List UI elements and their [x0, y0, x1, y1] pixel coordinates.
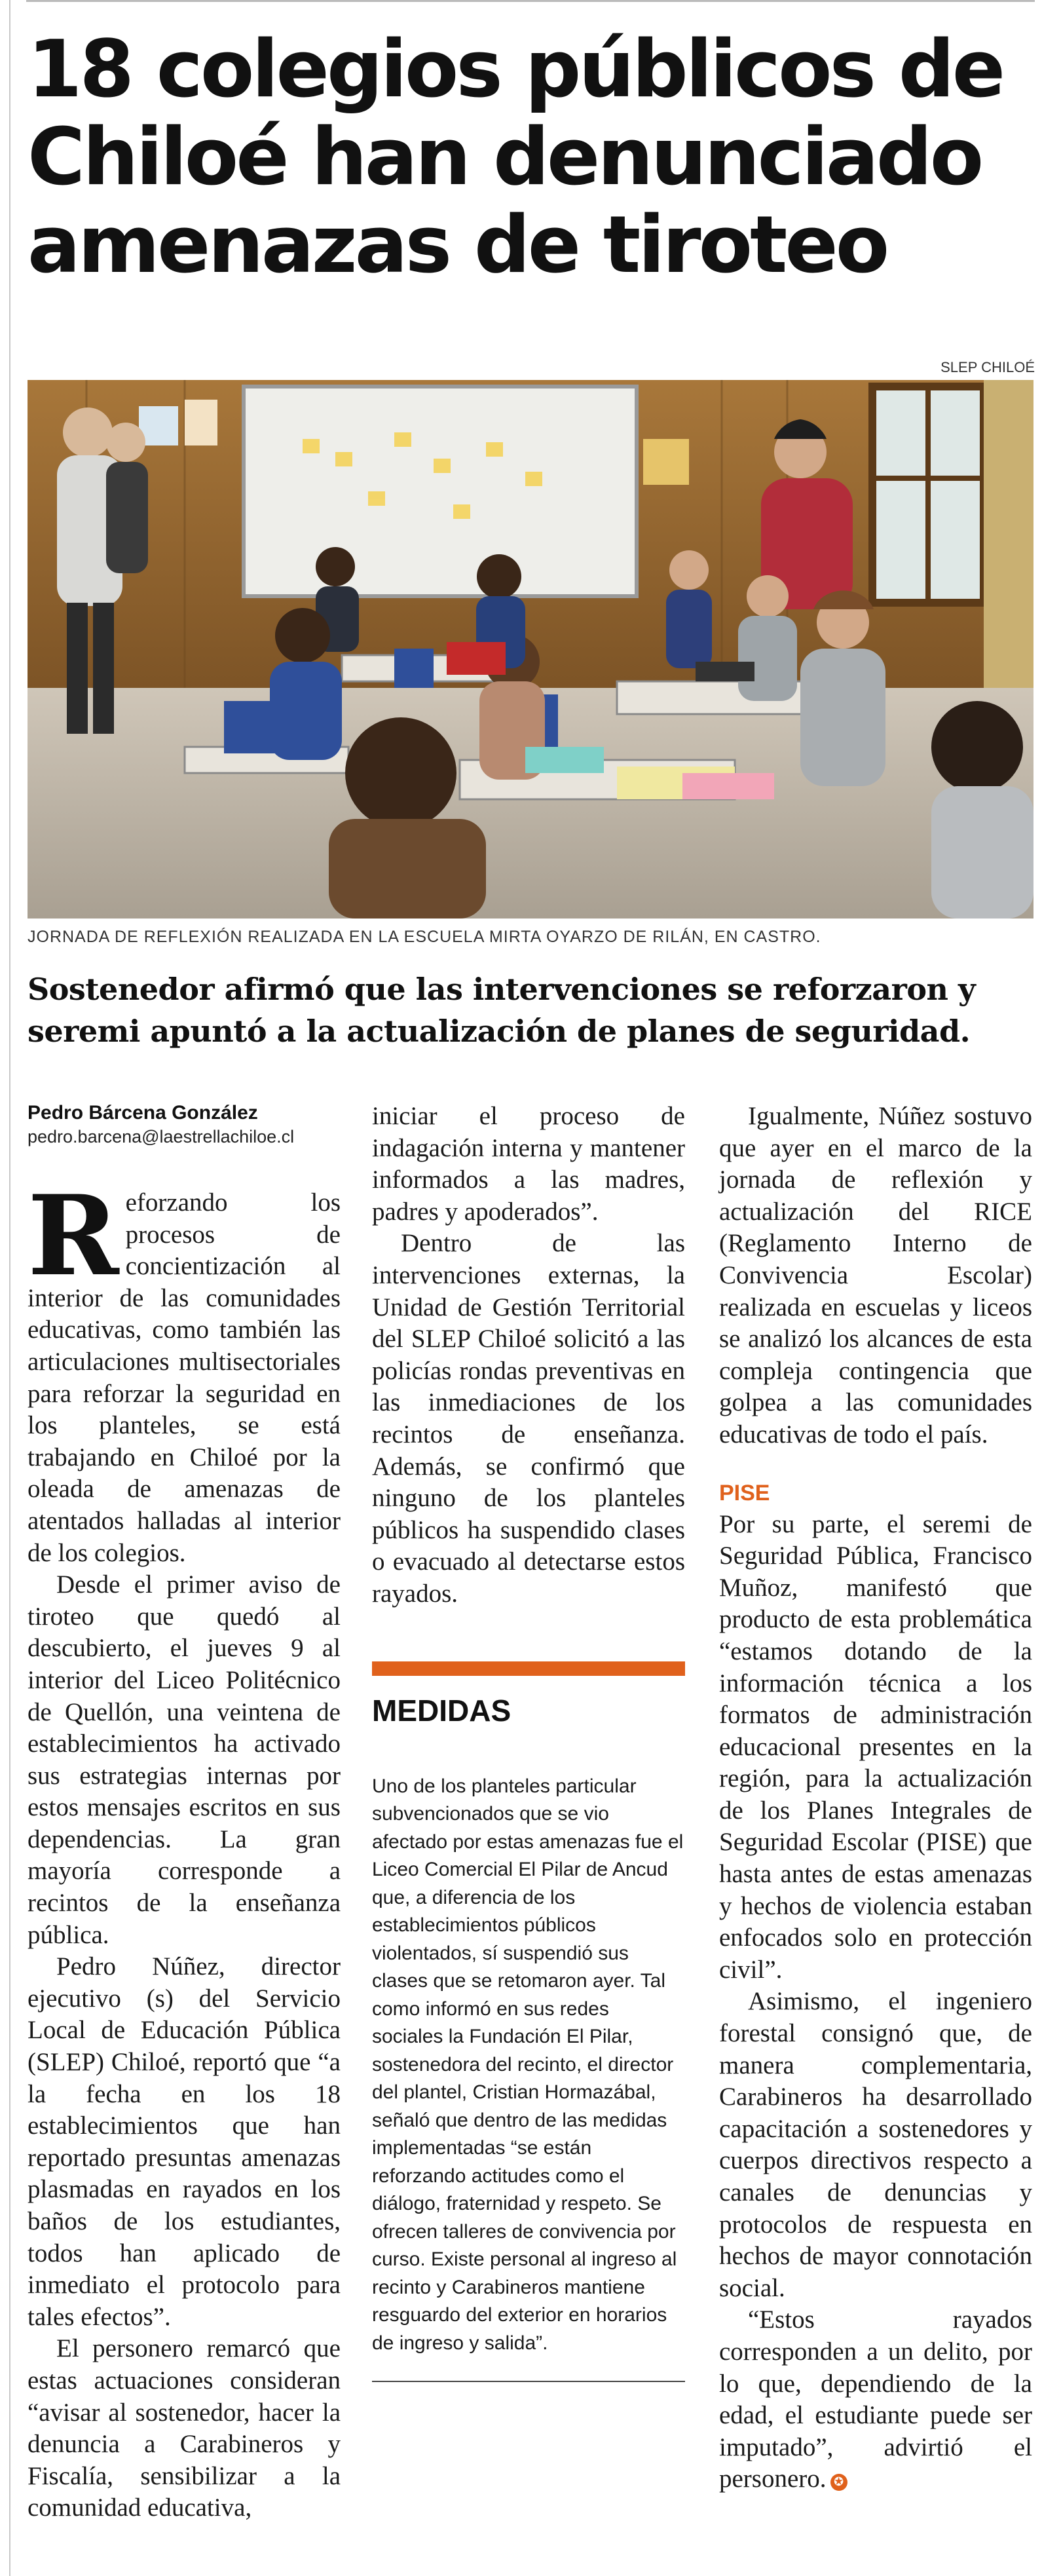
article-column-1: [28, 1101, 341, 2524]
article-deck: Sostenedor afirmó que las intervenciones se reforzaron y seremi apuntó a la actualización de planes de seguridad.: [28, 972, 976, 1049]
lead-paragraph: [28, 1171, 341, 1569]
body-paragraph: Dentro de las intervenciones externas, la Unidad de Gestión Territorial del SLEP Chiloé solicitó a las policías rondas preventivas en las inmediaciones de los recintos de enseñanza. Además, se confirmó que ninguno de los planteles públicos ha suspendido clases o evacuado al detectarse estos rayados.: [372, 1229, 685, 1608]
sidebar-title: MEDIDAS: [372, 1693, 512, 1728]
body-paragraph: Desde el primer aviso de tiroteo que quedó al descubierto, el jueves 9 al interior del Liceo Politécnico de Quellón, una veintena de establecimientos ha activado sus estrategias internas por estos mensajes escritos en sus dependencias. La gran mayoría corresponde a recintos de la enseñanza pública.: [28, 1570, 341, 1949]
photo-credit: SLEP CHILOÉ: [940, 359, 1035, 375]
article-column-2: [372, 1101, 685, 2382]
body-paragraph: Igualmente, Núñez sostuvo que ayer en el marco de la jornada de reflexión y actualización del RICE (Reglamento Interno de Convivencia Escolar) realizada en escuelas y liceos se analizó los alcances de esta compleja contingencia que golpea a las comunidades educativas de todo el país.: [719, 1102, 1032, 1449]
headline: 18 colegios públicos de Chiloé han denunciado amenazas de tiroteo: [28, 24, 1003, 291]
body-paragraph: El personero remarcó que estas actuaciones consideran “avisar al sostenedor, hacer la denuncia a Carabineros y Fiscalía, sensibilizar a la comunidad educativa,: [28, 2334, 341, 2522]
classroom-photo-illustration: [28, 380, 1033, 919]
classroom-photo: [28, 380, 1033, 919]
body-paragraph: Pedro Núñez, director ejecutivo (s) del Servicio Local de Educación Pública (SLEP) Chiloé, reportó que “a la fecha en los 18 establecimientos que han reportado presuntas amenazas plasmadas en rayados en los baños de los estudiantes, todos han aplicado de inmediato el protocolo para tales efectos”.: [28, 1952, 341, 2331]
end-mark-icon: ✪: [830, 2474, 847, 2491]
lead-text: eforzando los procesos de concientización al interior de las comunidades educativas, como también las articulaciones multisectoriales para reforzar la seguridad en los planteles, se está trabajando en Chiloé por la oleada de amenazas de atentados halladas al interior de los colegios.: [28, 1188, 341, 1567]
page-top-rule: [26, 0, 1035, 2]
closing-paragraph: [719, 2304, 1032, 2495]
drop-cap: R: [28, 1171, 119, 1300]
photo-caption: JORNADA DE REFLEXIÓN REALIZADA EN LA ESCUELA MIRTA OYARZO DE RILÁN, EN CASTRO.: [28, 928, 821, 946]
author-name: Pedro Bárcena González: [28, 1102, 258, 1124]
sidebar-bottom-rule: [372, 2381, 685, 2382]
body-paragraph: Por su parte, el seremi de Seguridad Pública, Francisco Muñoz, manifestó que producto de esta problemática “estamos dotando de la información técnica a los formatos de administración educacional presentes en la región, para la actualización de los Planes Integrales de Seguridad Escolar (PISE) que hasta antes de estas amenazas y hechos de violencia estaban enfocados solo en protección civil”.: [719, 1509, 1032, 1984]
author-email: pedro.barcena@laestrellachiloe.cl: [28, 1127, 295, 1146]
subhead-pise: PISE: [719, 1480, 770, 1506]
sidebar-accent-bar: [372, 1661, 685, 1676]
page-left-rule: [9, 0, 10, 2576]
closing-text: “Estos rayados corresponden a un delito, por lo que, dependiendo de la edad, el estudiante puede ser imputado”, advirtió el personero.: [719, 2305, 1032, 2493]
article-column-3: [719, 1101, 1032, 2495]
body-paragraph: Asimismo, el ingeniero forestal consignó que, de manera complementaria, Carabineros ha desarrollado capacitación a sostenedores y cuerpos directivos respecto a canales de denuncias y protocolos de respuesta en hechos de mayor connotación social.: [719, 1987, 1032, 2302]
sidebar-text: Uno de los planteles particular subvencionados que se vio afectado por estas amenazas fue el Liceo Comercial El Pilar de Ancud que, a diferencia de los establecimientos públicos violentados, sí suspendió sus clases que se retomaron ayer. Tal como informó en sus redes sociales la Fundación El Pilar, sostenedora del recinto, el director del plantel, Cristian Hormazábal, señaló que dentro de las medidas implementadas “se están reforzando actitudes como el diálogo, fraternidad y respeto. Se ofrecen talleres de convivencia por curso. Existe personal al ingreso al recinto y Carabineros mantiene resguardo del exterior en horarios de ingreso y salida”.: [372, 1775, 684, 2354]
body-paragraph: iniciar el proceso de indagación interna y mantener informados a las madres, padres y apoderados”.: [372, 1102, 685, 1226]
